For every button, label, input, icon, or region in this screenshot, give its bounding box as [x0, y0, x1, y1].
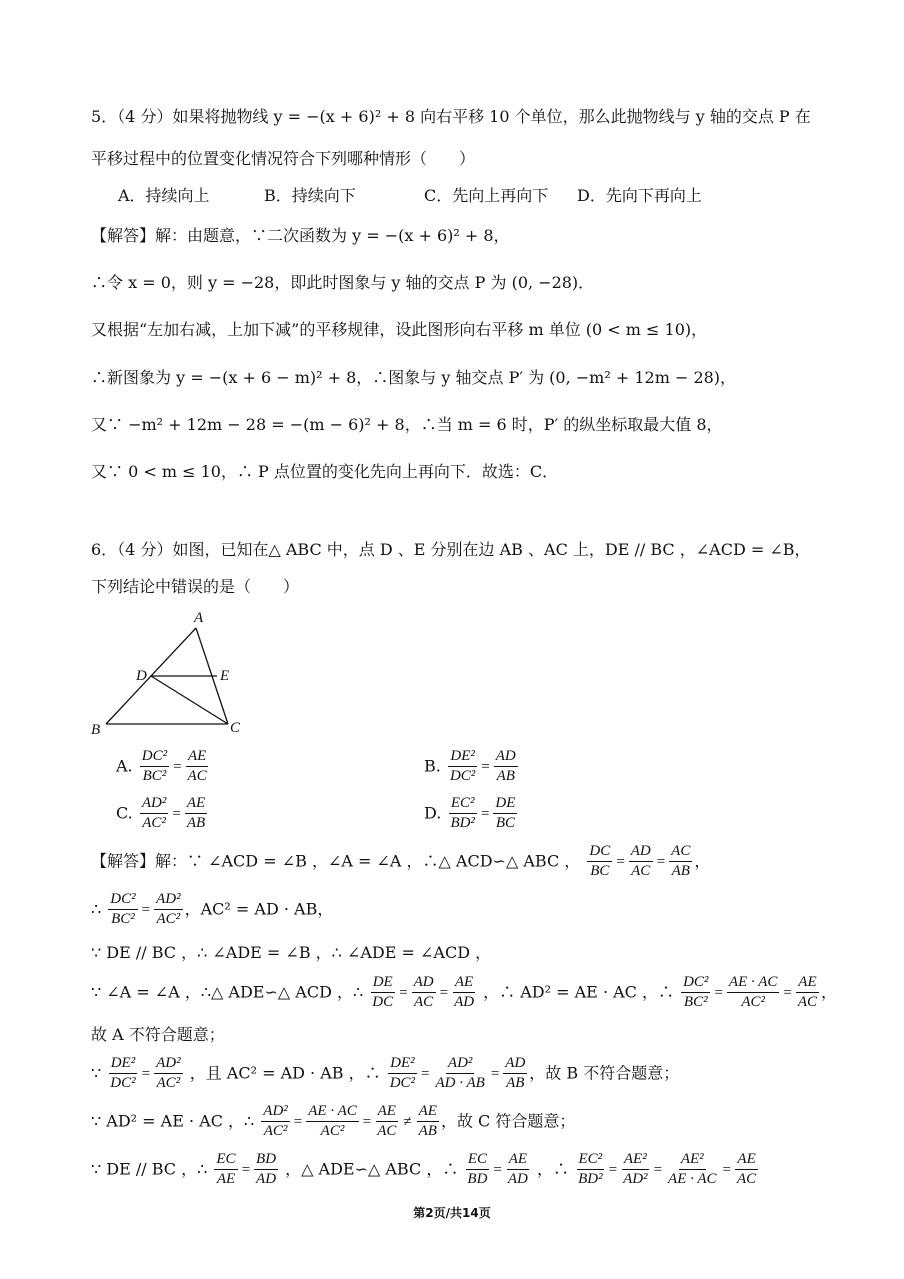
q6-solution-line7: ∵ AD² = AE · AC ，∴ $\frac{\text{AD²}}{\text{AC²}}$ = $\frac{AE \cdot AC}{\text{AC²}}$ = $\frac{AE}{AC}$ ≠ $\frac{AE}{AB}$ ，故 C 符合题意；: [91, 1103, 576, 1139]
page-number-footer: 第2页/共14页: [413, 1206, 491, 1220]
q6-option-c: C. $\frac{\text{AD²}}{\text{AC²}}$ = $\frac{AE}{AB}$: [116, 795, 206, 831]
q5-solution-line4: ∴新图象为 y = −(x + 6 − m)² + 8，∴图象与 y 轴交点 P′ 为 (0, −m² + 12m − 28)，: [91, 368, 737, 387]
q5-stem-line1: 5．（4 分）如果将抛物线 y = −(x + 6)² + 8 向右平移 10 个单位，那么此抛物线与 y 轴的交点 P 在: [91, 107, 811, 126]
q5-solution-line1: 【解答】解：由题意，∵二次函数为 y = −(x + 6)² + 8，: [91, 226, 510, 245]
q5-solution-line3: 又根据“左加右减，上加下减”的平移规律，设此图形向右平移 m 单位 (0 < m ≤ 10)，: [91, 320, 708, 339]
q5-option-d: D．先向下再向上: [577, 186, 702, 205]
q5-solution-line5: 又∵ −m² + 12m − 28 = −(m − 6)² + 8，∴当 m = 6 时，P′ 的纵坐标取最大值 8，: [91, 415, 723, 434]
q6-stem-line1: 6．（4 分）如图，已知在△ ABC 中，点 D 、E 分别在边 AB 、AC 上，DE // BC ，∠ACD = ∠B，: [91, 540, 811, 559]
label-b: B: [91, 722, 101, 738]
q5-solution-line2: ∴令 x = 0，则 y = −28，即此时图象与 y 轴的交点 P 为 (0, −28)．: [91, 273, 595, 292]
q5-option-a: A．持续向上: [118, 186, 210, 205]
label-a: A: [194, 610, 204, 626]
q6-solution-line5: 故 A 不符合题意；: [91, 1025, 225, 1044]
q6-option-d: D. $\frac{\text{EC²}}{\text{BD²}}$ = $\frac{DE}{BC}$: [424, 795, 516, 831]
q6-solution-line2: ∴ $\frac{\text{DC²}}{\text{BC²}}$ = $\frac{\text{AD²}}{\text{AC²}}$ ，AC² = AD · AB，: [91, 891, 334, 927]
q6-solution-line4: ∵ ∠A = ∠A ，∴△ ADE∽△ ACD ，∴ $\frac{DE}{DC}$ = $\frac{AD}{AC}$ = $\frac{AE}{AD}$ ，∴ AD² = AE · AC ，∴ $\frac{\text{DC²}}{\text{BC²}}$ = $\frac{AE \cdot AC}{\text{AC²}}$ = $\frac{AE}{AC}$ ，: [91, 974, 838, 1010]
label-c: C: [230, 720, 241, 736]
q5-solution-line6: 又∵ 0 < m ≤ 10，∴ P 点位置的变化先向上再向下．故选：C．: [91, 462, 559, 481]
q6-option-a: A. $\frac{\text{DC²}}{\text{BC²}}$ = $\frac{AE}{AC}$: [116, 748, 207, 784]
q6-solution-line3: ∵ DE // BC ，∴ ∠ADE = ∠B ，∴ ∠ADE = ∠ACD ，: [91, 943, 492, 962]
q5-option-b: B．持续向下: [264, 186, 356, 205]
label-d: D: [136, 668, 147, 684]
q6-stem-line2: 下列结论中错误的是（ ）: [91, 577, 300, 596]
q5-stem-line2: 平移过程中的位置变化情况符合下列哪种情形（ ）: [91, 149, 476, 168]
q6-solution-line6: ∵ $\frac{\text{DE²}}{\text{DC²}}$ = $\frac{\text{AD²}}{\text{AC²}}$ ，且 AC² = AD · AB ，∴ $\frac{\text{DE²}}{\text{DC²}}$ = $\frac{\text{AD²}}{AD \cdot AB}$ = $\frac{AD}{AB}$ ，故 B 不符合题意；: [91, 1055, 680, 1091]
segment-dc: [151, 676, 228, 724]
triangle-figure: [86, 604, 256, 738]
q6-option-b: B. $\frac{\text{DE²}}{\text{DC²}}$ = $\frac{AD}{AB}$: [424, 748, 516, 784]
label-e: E: [220, 668, 230, 684]
q6-solution-line1: 【解答】解：∵ ∠ACD = ∠B ，∠A = ∠A ，∴△ ACD∽△ ABC ， $\frac{DC}{BC}$ = $\frac{AD}{AC}$ = $\frac{AC}{AB}$ ，: [91, 843, 711, 879]
q5-option-c: C．先向上再向下: [424, 186, 549, 205]
q6-solution-line8: ∵ DE // BC ，∴ $\frac{EC}{AE}$ = $\frac{BD}{AD}$ ，△ ADE∽△ ABC ，∴ $\frac{EC}{BD}$ = $\frac{AE}{AD}$ ，∴ $\frac{\text{EC²}}{\text{BD²}}$ = $\frac{\text{AE²}}{\text{AD²}}$ = $\frac{\text{AE²}}{AE \cdot AC}$ = $\frac{AE}{AC}$: [91, 1151, 757, 1187]
